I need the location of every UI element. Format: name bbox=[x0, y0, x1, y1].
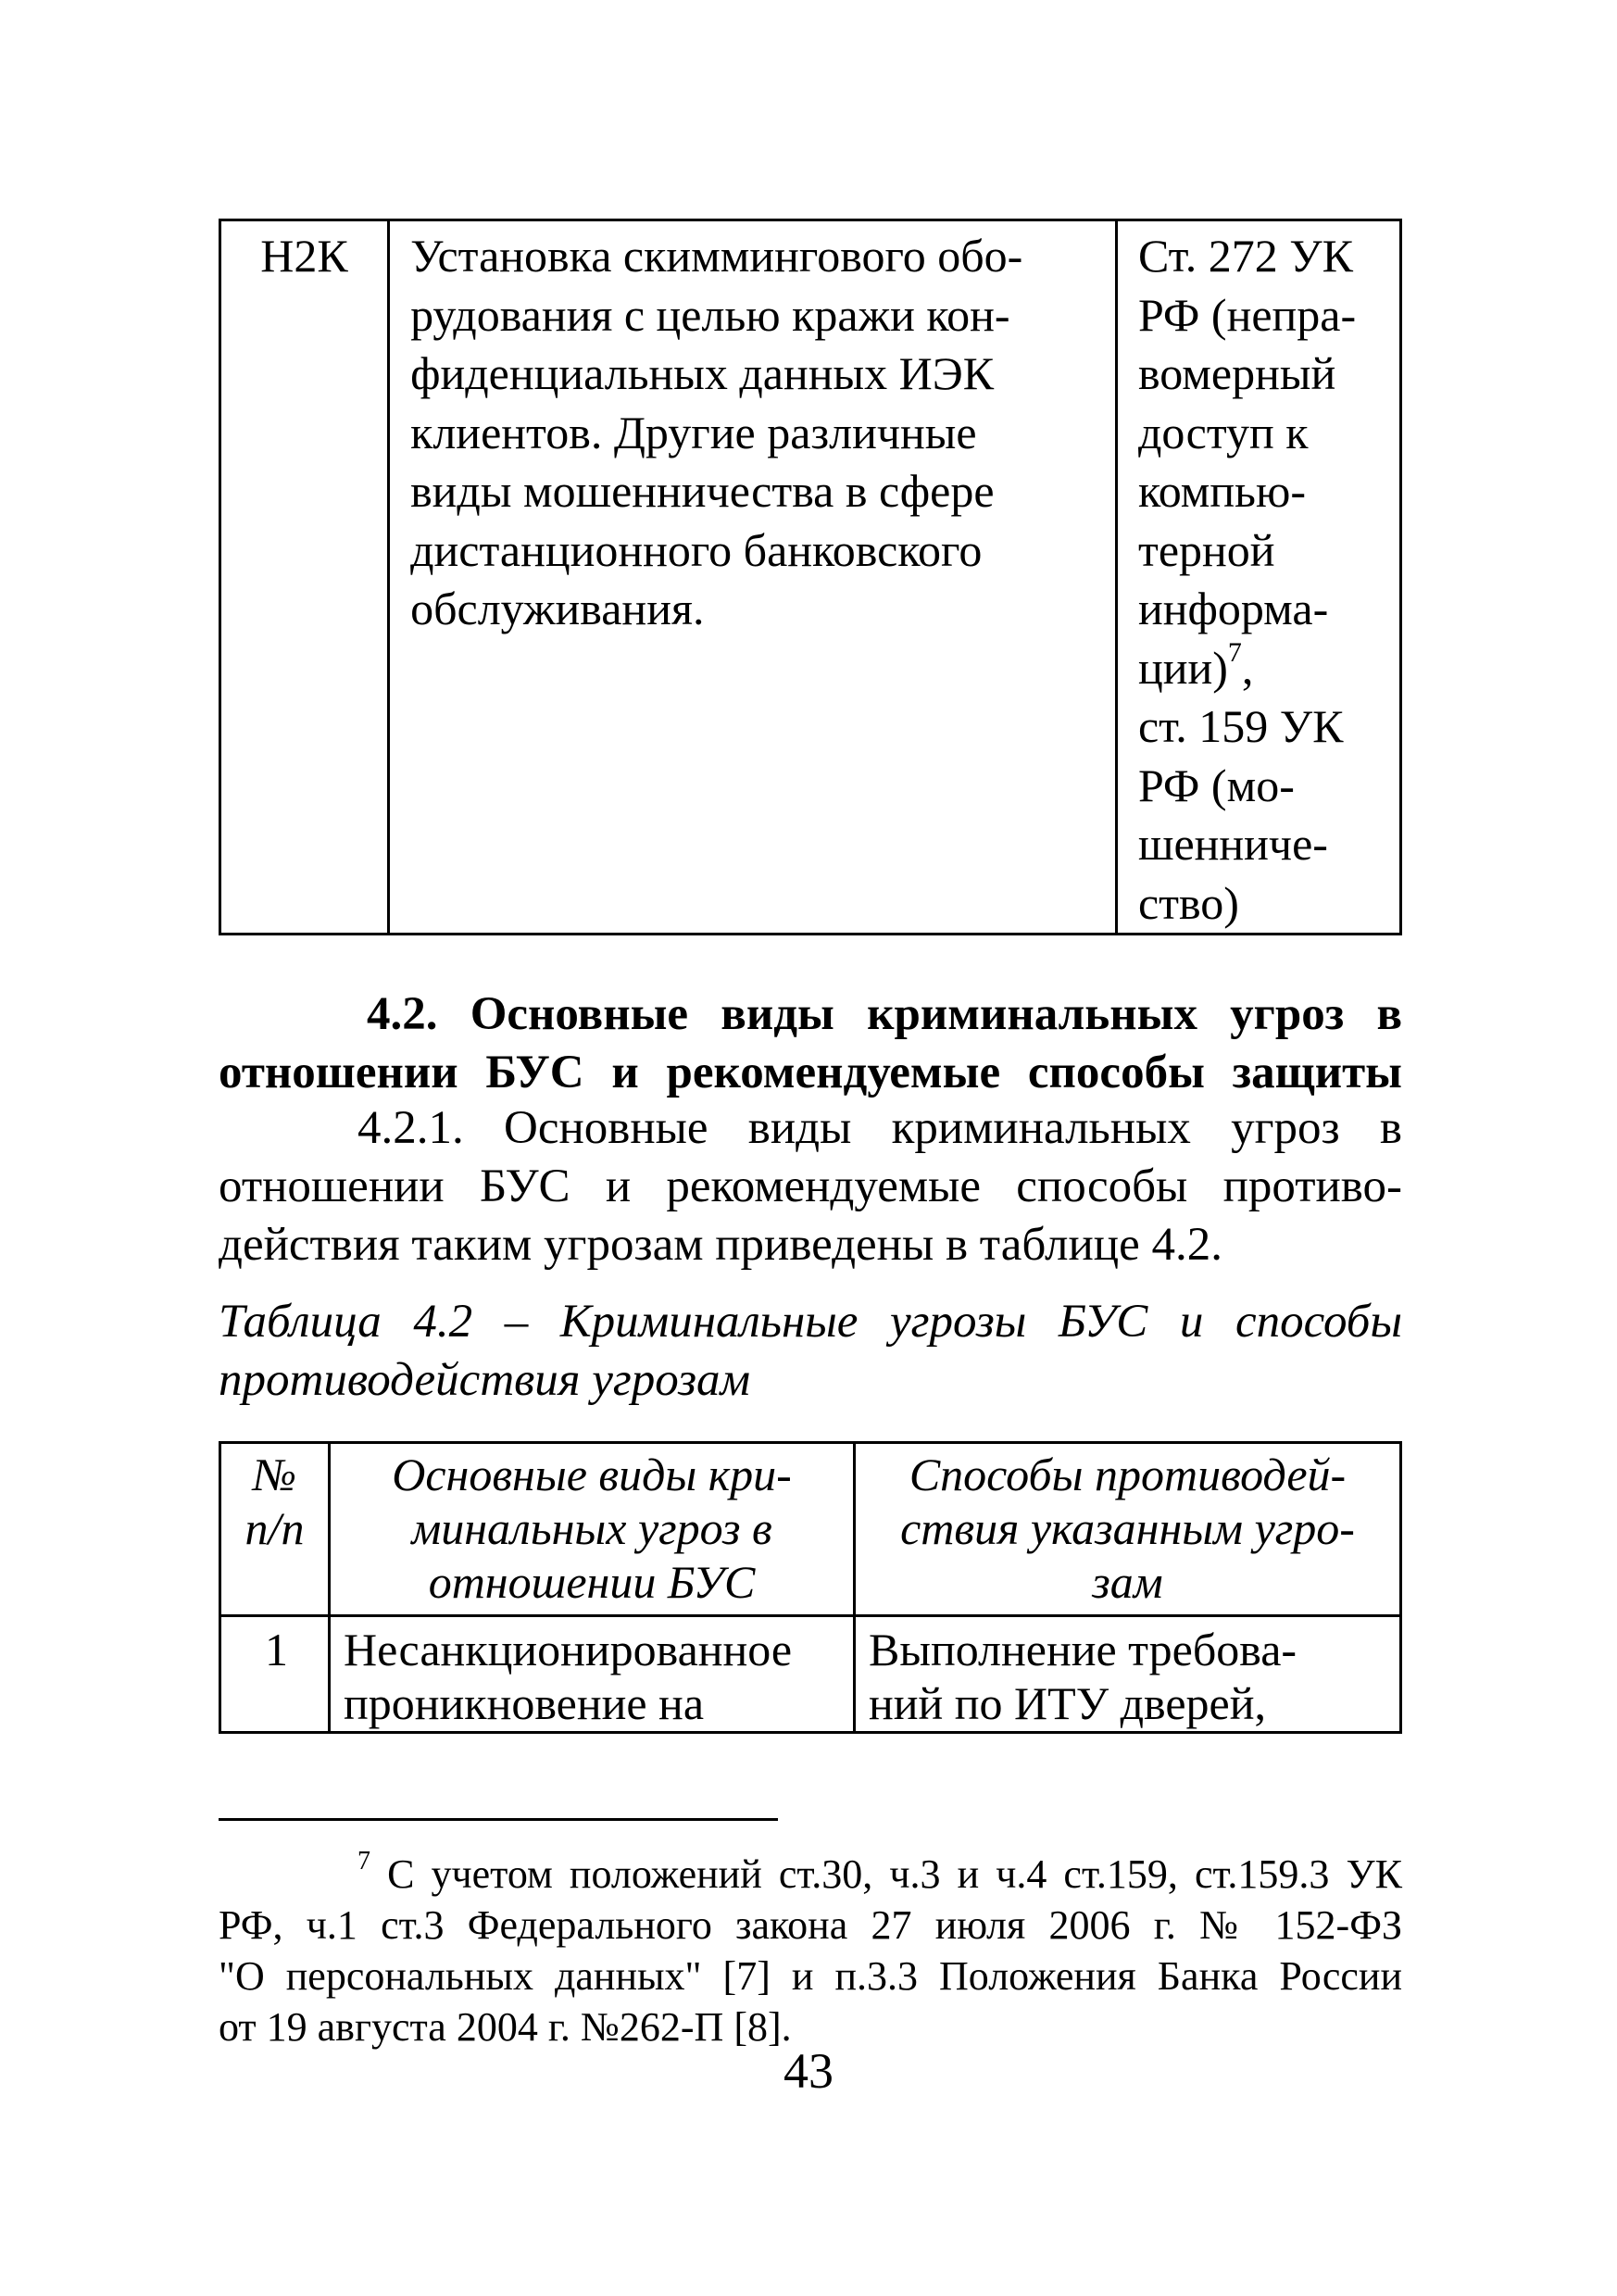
cell-line: ний по ИТУ дверей, bbox=[869, 1677, 1266, 1729]
section-heading bbox=[219, 985, 1402, 1102]
description-line: клиентов. Другие различные bbox=[410, 406, 977, 458]
footnote-mark: 7 bbox=[357, 1847, 370, 1876]
paragraph-line: действия таким угрозам приведены в таблице 4.2. bbox=[219, 1219, 1222, 1271]
table-caption bbox=[219, 1293, 1402, 1410]
header-threats bbox=[330, 1443, 855, 1616]
cell-line: Выполнение требова- bbox=[869, 1624, 1297, 1675]
header-line: Основные виды кри- bbox=[392, 1449, 792, 1500]
header-line: отношении БУС bbox=[428, 1556, 756, 1608]
footnote-separator bbox=[219, 1818, 778, 1821]
law-line: терной bbox=[1137, 523, 1275, 576]
header-line: Способы противодей- bbox=[909, 1449, 1347, 1500]
header-line: зам bbox=[1092, 1556, 1163, 1608]
footnote-line: "О персональных данных" [7] и п.3.3 Положения Банка России bbox=[219, 1953, 1402, 1999]
table-row bbox=[220, 220, 1401, 935]
row-threat bbox=[330, 1616, 855, 1733]
law-line: ст. 159 УК bbox=[1137, 700, 1344, 752]
law-line: информа- bbox=[1137, 583, 1329, 634]
threat-code-cell: Н2К bbox=[220, 220, 389, 935]
table-row bbox=[220, 1616, 1401, 1733]
law-line-text: ции) bbox=[1137, 641, 1228, 694]
description-line: Установка скиммингового обо- bbox=[410, 230, 1023, 282]
header-line: ствия указанным угро- bbox=[900, 1502, 1355, 1554]
header-line: минальных угроз в bbox=[411, 1502, 772, 1554]
table-header-row bbox=[220, 1443, 1401, 1616]
paragraph-line: 4.2.1. Основные виды криминальных угроз в bbox=[357, 1102, 1402, 1154]
law-line: доступ к bbox=[1137, 406, 1309, 458]
header-methods bbox=[855, 1443, 1401, 1616]
footnote-line: от 19 августа 2004 г. №262-П [8]. bbox=[219, 2004, 792, 2050]
row-method bbox=[855, 1616, 1401, 1733]
footnote-reference: 7 bbox=[1227, 636, 1242, 668]
cell-line: проникновение на bbox=[344, 1677, 705, 1729]
law-line: Ст. 272 УК bbox=[1137, 230, 1353, 282]
cell-line: Несанкционированное bbox=[344, 1624, 793, 1675]
footnote-line: РФ, ч.1 ст.3 Федерального закона 27 июля 2006 г. № 152-ФЗ bbox=[219, 1902, 1402, 1948]
section-heading-line: 4.2. Основные виды криминальных угроз в bbox=[367, 988, 1402, 1040]
threat-description-cell bbox=[389, 220, 1117, 935]
description-line: дистанционного банковского bbox=[410, 523, 983, 576]
caption-line: Таблица 4.2 – Криминальные угрозы БУС и способы bbox=[219, 1296, 1402, 1348]
law-line-comma: , bbox=[1241, 641, 1254, 694]
legal-articles-cell bbox=[1116, 220, 1400, 935]
table-4-2 bbox=[219, 1441, 1402, 1734]
law-line: вомерный bbox=[1137, 347, 1336, 399]
law-line-with-footnote bbox=[1137, 636, 1392, 698]
header-line: п/п bbox=[244, 1502, 305, 1554]
description-line: фиденциальных данных ИЭК bbox=[410, 347, 995, 399]
law-line: РФ (мо- bbox=[1137, 759, 1295, 811]
footnote bbox=[219, 1849, 1402, 2052]
footnote-line bbox=[219, 1849, 1402, 1900]
row-number: 1 bbox=[220, 1616, 330, 1733]
law-line: компью- bbox=[1137, 465, 1306, 517]
page-number: 43 bbox=[783, 2043, 834, 2099]
header-number bbox=[220, 1443, 330, 1616]
description-line: рудования с целью кражи кон- bbox=[410, 288, 1010, 341]
section-heading-line: отношении БУС и рекомендуемые способы защиты bbox=[219, 1047, 1402, 1098]
law-line: РФ (непра- bbox=[1137, 288, 1357, 341]
law-line: ство) bbox=[1137, 876, 1239, 929]
caption-line: противодействия угрозам bbox=[219, 1354, 751, 1406]
paragraph-line: отношении БУС и рекомендуемые способы противо- bbox=[219, 1161, 1402, 1212]
body-paragraph bbox=[219, 1099, 1402, 1274]
footnote-text: С учетом положений ст.30, ч.3 и ч.4 ст.159, ст.159.3 УК bbox=[387, 1851, 1402, 1897]
threats-table-continuation bbox=[219, 219, 1402, 935]
description-line: виды мошенничества в сфере bbox=[410, 465, 995, 517]
header-line: № bbox=[252, 1449, 297, 1500]
law-line: шенниче- bbox=[1137, 818, 1328, 870]
description-line: обслуживания. bbox=[410, 583, 705, 634]
